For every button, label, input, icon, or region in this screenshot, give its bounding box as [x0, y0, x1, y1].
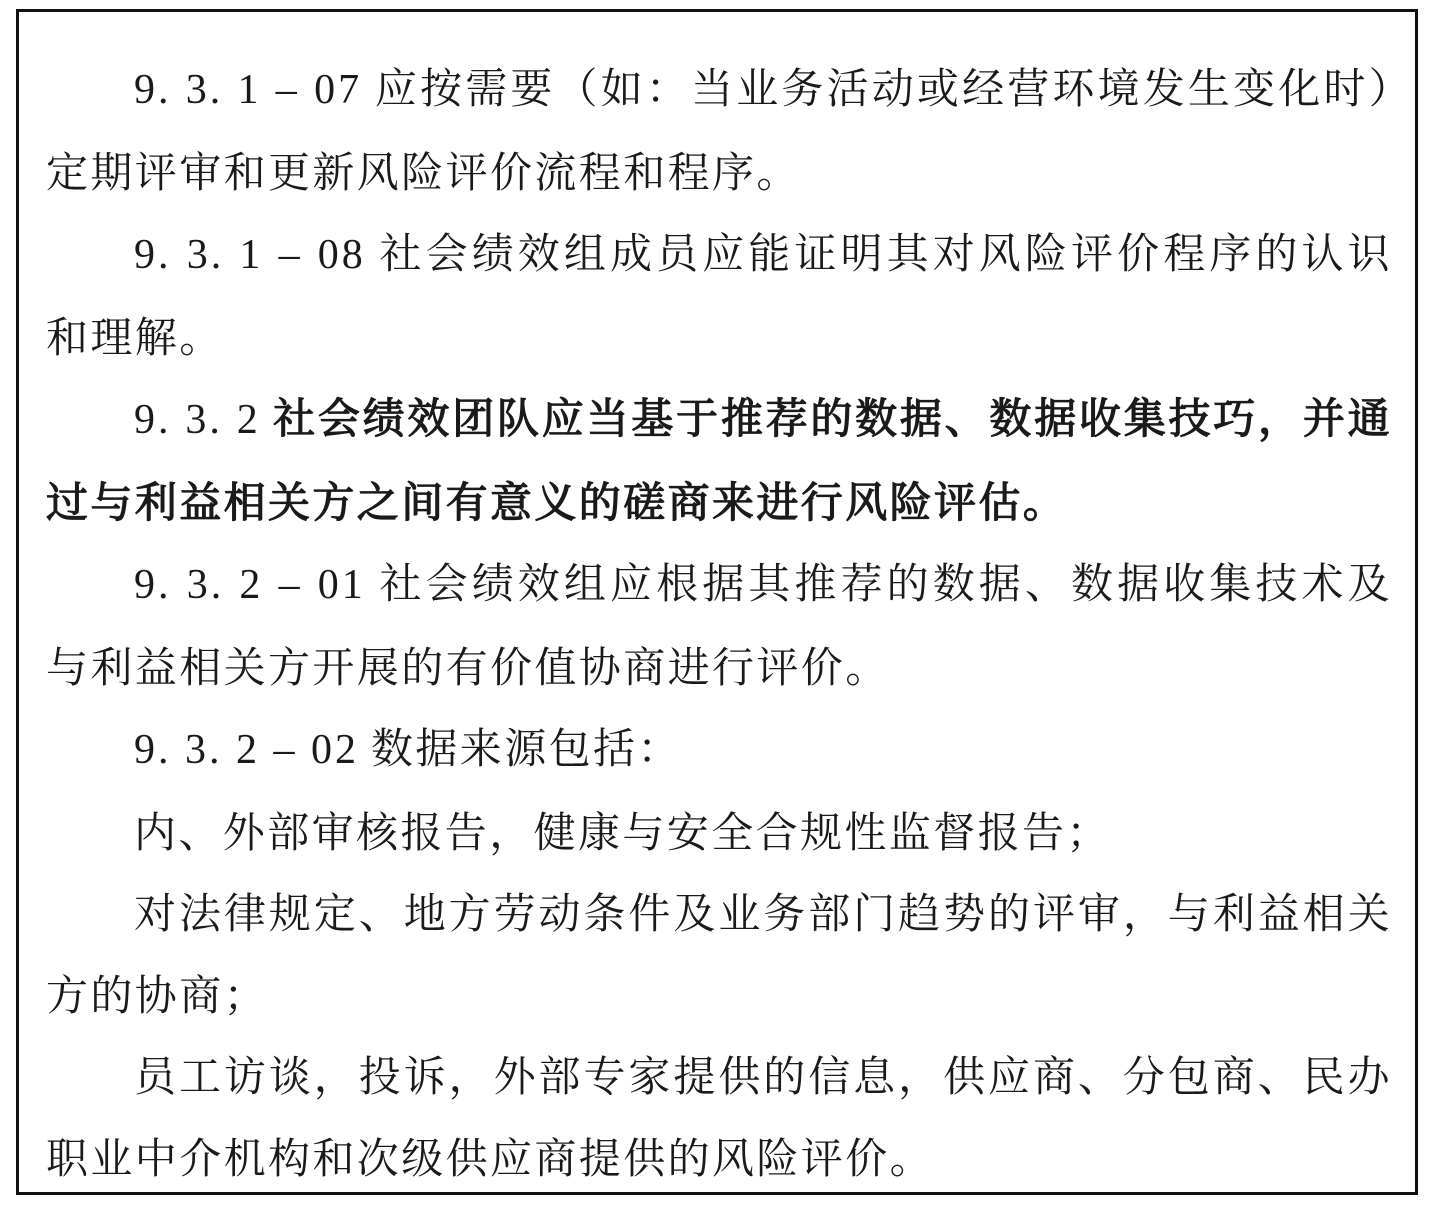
clause-number: 9. 3. 2 [134, 397, 261, 443]
clause-number: 9. 3. 1 – 08 [134, 232, 366, 278]
item-text: 员工访谈，投诉，外部专家提供的信息，供应商、分包商、民办职业中介机构和次级供应商提供的风险评价。 [46, 1052, 1392, 1183]
clause-number: 9. 3. 2 – 02 [134, 727, 359, 773]
clause-text: 社会绩效组成员应能证明其对风险评价程序的认识和理解。 [46, 229, 1393, 362]
item-text: 对法律规定、地方劳动条件及业务部门趋势的评审，与利益相关方的协商； [46, 889, 1392, 1020]
clause-number: 9. 3. 2 – 01 [134, 562, 366, 608]
data-source-item [46, 873, 1392, 1036]
data-source-item [46, 1036, 1392, 1199]
clause-9-3-2-02 [46, 708, 1392, 792]
clause-9-3-1-07 [46, 48, 1392, 213]
item-text: 内、外部审核报告，健康与安全合规性监督报告； [134, 807, 1111, 857]
data-source-item [46, 792, 1392, 874]
document-body [46, 48, 1392, 1199]
clause-text: 数据来源包括： [371, 724, 682, 773]
clause-number: 9. 3. 1 – 07 [134, 67, 363, 113]
clause-9-3-1-08 [46, 213, 1392, 378]
clause-9-3-2-01 [46, 543, 1392, 708]
clause-text: 应按需要（如：当业务活动或经营环境发生变化时）定期评审和更新风险评价流程和程序。 [46, 64, 1393, 197]
clause-text: 社会绩效团队应当基于推荐的数据、数据收集技巧，并通过与利益相关方之间有意义的磋商来进行风险评估。 [46, 394, 1392, 527]
clause-text: 社会绩效组应根据其推荐的数据、数据收集技术及与利益相关方开展的有价值协商进行评价。 [46, 559, 1393, 692]
clause-9-3-2-heading [46, 378, 1392, 543]
